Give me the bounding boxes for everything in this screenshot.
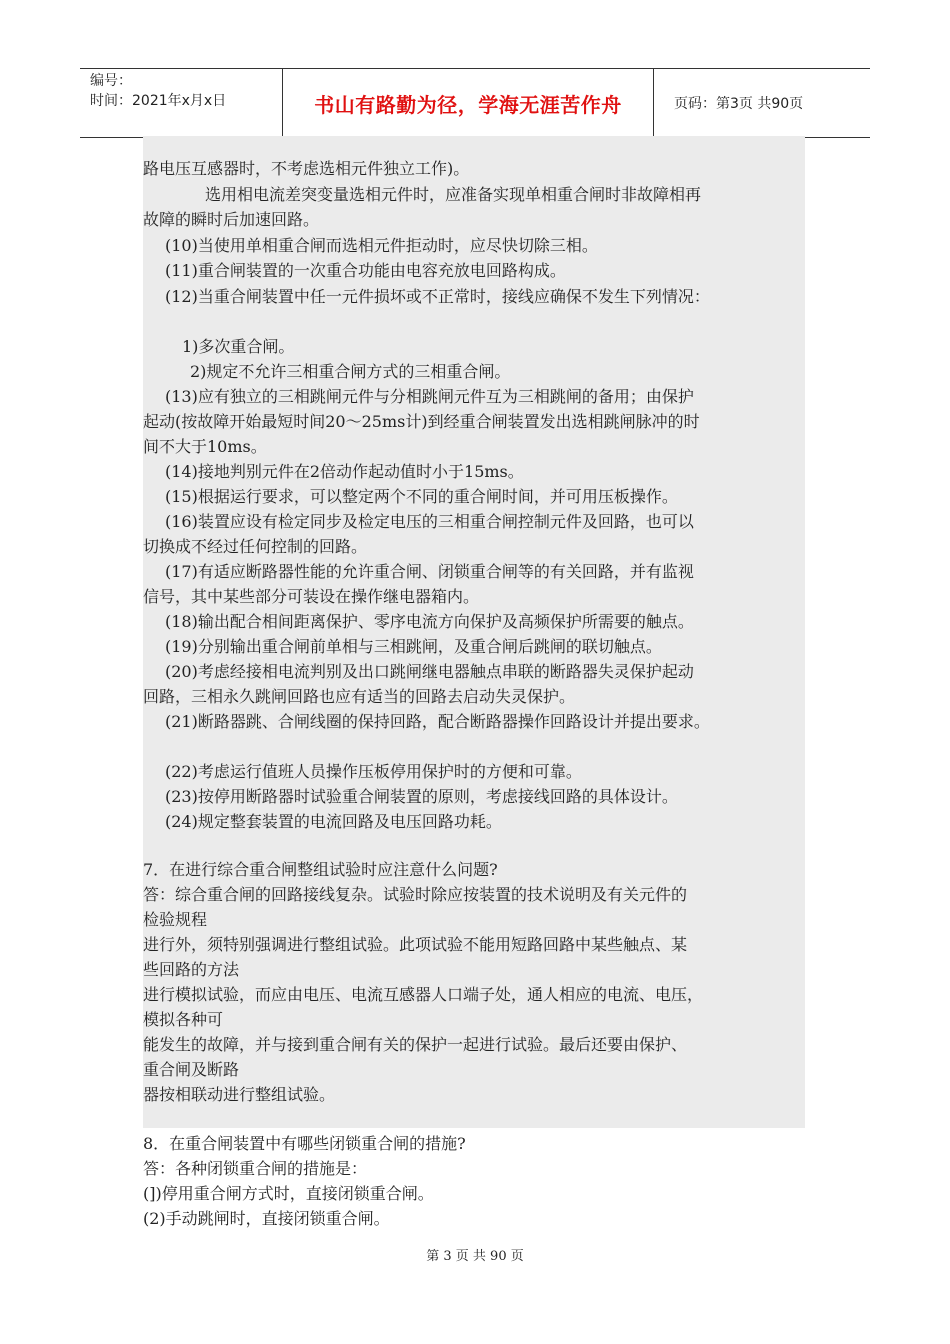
text-line: 路电压互感器时，不考虑选相元件独立工作)。 <box>143 159 470 178</box>
motto: 书山有路勤为径，学海无涯苦作舟 <box>283 69 654 137</box>
text-line: (12)当重合闸装置中任一元件损坏或不正常时，接线应确保不发生下列情况： <box>165 287 710 306</box>
text-line: 信号，其中某些部分可装设在操作继电器箱内。 <box>143 587 480 606</box>
text-line: (])停用重合闸方式时，直接闭锁重合闸。 <box>143 1184 434 1203</box>
text-line: 选用相电流差突变量选相元件时，应准备实现单相重合闸时非故障相再 <box>205 185 702 204</box>
text-line: 故障的瞬时后加速回路。 <box>143 210 320 229</box>
text-line: 检验规程 <box>143 910 208 929</box>
text-line: (10)当使用单相重合闸而选相元件拒动时，应尽快切除三相。 <box>165 236 598 255</box>
text-line: (21)断路器跳、合闸线圈的保持回路，配合断路器操作回路设计并提出要求。 <box>165 712 710 731</box>
text-line: 1)多次重合闸。 <box>182 337 295 356</box>
text-line: 重合闸及断路 <box>143 1060 240 1079</box>
text-line: 2)规定不允许三相重合闸方式的三相重合闸。 <box>190 362 511 381</box>
text-line: (15)根据运行要求，可以整定两个不同的重合闸时间，并可用压板操作。 <box>165 487 678 506</box>
text-line: (22)考虑运行值班人员操作压板停用保护时的方便和可靠。 <box>165 762 582 781</box>
text-line: 间不大于10ms。 <box>143 437 267 456</box>
text-line: (24)规定整套装置的电流回路及电压回路功耗。 <box>165 812 502 831</box>
text-line: 模拟各种可 <box>143 1010 224 1029</box>
text-line: (14)接地判别元件在2倍动作起动值时小于15ms。 <box>165 462 524 481</box>
text-line: 起动(按故障开始最短时间20～25ms计)到经重合闸装置发出选相跳闸脉冲的时 <box>143 412 700 431</box>
page-footer: 第 3 页 共 90 页 <box>426 1249 524 1264</box>
text-line: (18)输出配合相间距离保护、零序电流方向保护及高频保护所需要的触点。 <box>165 612 694 631</box>
page-header <box>80 68 870 138</box>
text-line: (16)装置应设有检定同步及检定电压的三相重合闸控制元件及回路，也可以 <box>165 512 694 531</box>
text-line: (19)分别输出重合闸前单相与三相跳闸，及重合闸后跳闸的联切触点。 <box>165 637 662 656</box>
text-line: (20)考虑经接相电流判别及出口跳闸继电器触点串联的断路器失灵保护起动 <box>165 662 694 681</box>
text-line: 答：综合重合闸的回路接线复杂。试验时除应按装置的技术说明及有关元件的 <box>143 885 688 904</box>
question-7: 7．在进行综合重合闸整组试验时应注意什么问题? <box>143 860 498 879</box>
date-label: 时间：2021年x月x日 <box>90 93 227 109</box>
text-line: 进行外，须特别强调进行整组试验。此项试验不能用短路回路中某些触点、某 <box>143 935 688 954</box>
text-line: (11)重合闸装置的一次重合功能由电容充放电回路构成。 <box>165 261 566 280</box>
code-label: 编号： <box>90 73 132 89</box>
text-line: 切换成不经过任何控制的回路。 <box>143 537 368 556</box>
page-info <box>664 69 870 137</box>
text-line: 回路，三相永久跳闸回路也应有适当的回路去启动失灵保护。 <box>143 687 576 706</box>
text-line: (13)应有独立的三相跳闸元件与分相跳闸元件互为三相跳闸的备用；由保护 <box>165 387 694 406</box>
text-line: 能发生的故障，并与接到重合闸有关的保护一起进行试验。最后还要由保护、 <box>143 1035 688 1054</box>
text-line: 答：各种闭锁重合闸的措施是： <box>143 1159 368 1178</box>
text-line: 进行模拟试验，而应由电压、电流互感器人口端子处，通人相应的电流、电压， <box>143 985 704 1004</box>
text-line: 器按相联动进行整组试验。 <box>143 1085 336 1104</box>
text-line: (2)手动跳闸时，直接闭锁重合闸。 <box>143 1209 390 1228</box>
text-line: (17)有适应断路器性能的允许重合闸、闭锁重合闸等的有关回路，并有监视 <box>165 562 694 581</box>
text-line: (23)按停用断路器时试验重合闸装置的原则，考虑接线回路的具体设计。 <box>165 787 678 806</box>
header-meta <box>80 69 283 137</box>
question-8: 8．在重合闸装置中有哪些闭锁重合闸的措施? <box>143 1134 466 1153</box>
page-info-text: 页码：第3页 共90页 <box>674 96 804 112</box>
text-line: 些回路的方法 <box>143 960 240 979</box>
